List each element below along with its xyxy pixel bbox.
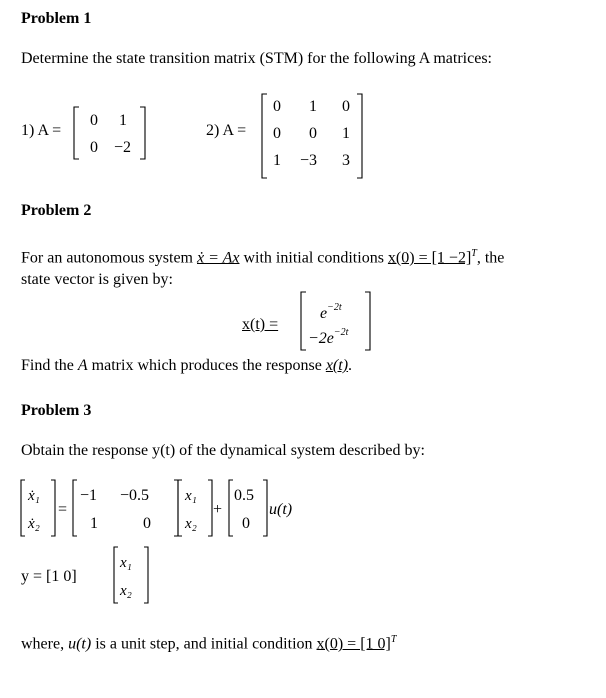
problem-3-prompt: Obtain the response y(t) of the dynamical system described by: [21, 442, 425, 459]
matrix-2-cell: −3 [300, 152, 318, 169]
state-vector-lhs: x(t) = [242, 316, 279, 333]
matrix-2-cell: 1 [309, 98, 317, 115]
state-vector-row-1: $e^{-2t}$ [320, 302, 342, 322]
matrix-2 [260, 92, 370, 180]
matrix-1-cell: 0 [90, 139, 98, 156]
matrix-1-right-bracket [140, 107, 145, 159]
state-equation [20, 478, 320, 542]
matrix-2-cell: 3 [342, 152, 350, 169]
svg-text:+: + [213, 501, 223, 518]
xdot-1: ẋ₁ [28, 488, 40, 504]
x-vec-1: x₁ [185, 488, 197, 504]
input-u: u(t) [269, 501, 293, 518]
problem-2-sentence-line2: state vector is given by: [21, 271, 173, 288]
matrix-2-right-bracket [357, 94, 362, 178]
b-vec-1: 0.5 [234, 487, 254, 504]
a-matrix-cell: −0.5 [120, 487, 150, 504]
problem-1-prompt: Determine the state transition matrix (STM) for the following A matrices: [21, 50, 492, 67]
matrix-2-cell: 0 [342, 98, 350, 115]
x-vec-2: x₂ [185, 516, 197, 532]
output-lhs: y = [1 0] [21, 568, 77, 585]
xdot-2: ẋ₂ [28, 516, 40, 532]
output-equation [20, 545, 180, 609]
matrix-2-label: 2) A = [206, 122, 247, 139]
matrix-2-cell: 0 [273, 98, 281, 115]
matrix-2-cell: 0 [309, 125, 317, 142]
state-vector-left-bracket [301, 292, 306, 350]
b-vec-2: 0 [242, 515, 250, 532]
matrix-1 [72, 105, 152, 161]
matrix-1-label: 1) A = [21, 122, 62, 139]
matrix-1-cell: −2 [114, 139, 132, 156]
problem-3-title: Problem 3 [21, 402, 92, 419]
a-matrix-cell: −1 [80, 487, 98, 504]
state-vector-right-bracket [365, 292, 370, 350]
state-vector-row-2: $-2e^{-2t}$ [308, 327, 349, 347]
matrix-2-cell: 1 [342, 125, 350, 142]
problem-1-title: Problem 1 [21, 10, 92, 27]
problem-3-footer: where, u(t) is a unit step, and initial condition x(0) = [1 0]$^T$ [21, 634, 397, 653]
output-x-2: x₂ [120, 583, 132, 599]
svg-text:=: = [58, 501, 68, 518]
output-x-1: x₁ [120, 555, 132, 571]
matrix-1-cell: 0 [90, 112, 98, 129]
matrix-2-cell: 1 [273, 152, 281, 169]
a-matrix-cell: 1 [90, 515, 98, 532]
problem-2-title: Problem 2 [21, 202, 92, 219]
state-vector [299, 290, 389, 352]
initial-condition: x(0) = [1 −2] [387, 249, 472, 267]
a-matrix-cell: 0 [143, 515, 151, 532]
system-equation: ẋ = Ax [197, 249, 240, 267]
matrix-2-cell: 0 [273, 125, 281, 142]
matrix-1-left-bracket [74, 107, 79, 159]
problem-2-find: Find the A matrix which produces the response x(t). [21, 357, 353, 374]
matrix-1-cell: 1 [119, 112, 127, 129]
matrix-2-left-bracket [262, 94, 267, 178]
problem-2-sentence: For an autonomous system ẋ = Ax with initial conditions $x(0) = [1 -2]^T$, the [21, 248, 505, 267]
